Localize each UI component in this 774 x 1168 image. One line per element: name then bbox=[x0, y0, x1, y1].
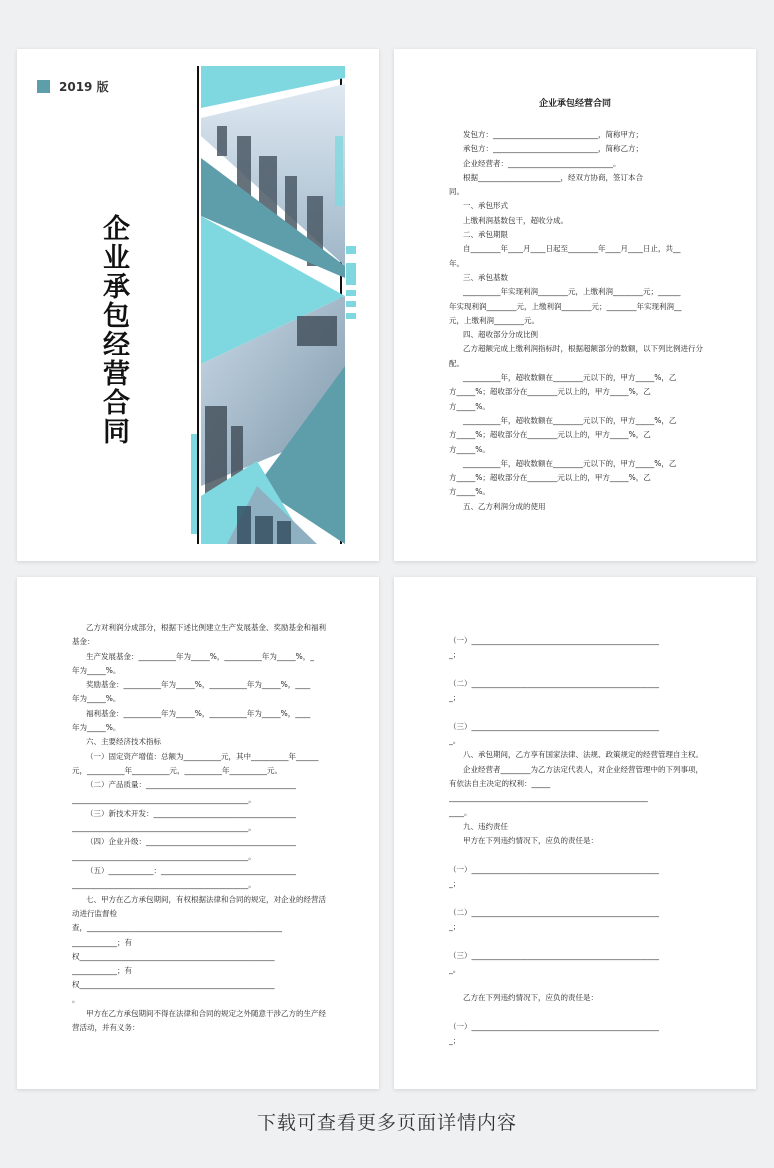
contract-line bbox=[449, 977, 704, 991]
contract-line: 权____________________________________________________ bbox=[72, 980, 275, 990]
contract-line: 根据______________________，经双方协商，签订本合 bbox=[463, 172, 643, 182]
contract-line: 方_____%；超收部分在________元以上的，甲方_____%，乙 bbox=[449, 387, 651, 397]
contract-line: _； bbox=[449, 693, 461, 703]
contract-line: 乙方对利润分成部分，根据下述比例建立生产发展基金、奖励基金和福利 bbox=[86, 623, 326, 632]
contract-line: _； bbox=[449, 650, 461, 660]
contract-line: 方_____%。 bbox=[449, 444, 490, 454]
contract-line bbox=[449, 848, 704, 862]
contract-line: _______________________________________________。 bbox=[72, 823, 256, 833]
download-caption: 下载可查看更多页面详情内容 bbox=[256, 1112, 517, 1134]
cover-geometric-art bbox=[197, 66, 347, 544]
contract-line: ____________；有 bbox=[72, 966, 132, 976]
cover-frame bbox=[29, 66, 367, 544]
contract-line: 查，____________________________________________________ bbox=[72, 923, 282, 933]
contract-line bbox=[449, 891, 704, 905]
contract-line: 元，__________年__________元，__________年__________元。 bbox=[72, 765, 282, 775]
contract-line: 六、主要经济技术指标 bbox=[86, 737, 161, 747]
contract-line: ____。 bbox=[449, 807, 472, 817]
contract-line: 甲方在下列违约情况下，应负的责任是： bbox=[463, 836, 598, 846]
contract-line: 八、承包期间，乙方享有国家法律、法规、政策规定的经营管理自主权。 bbox=[463, 750, 703, 760]
accent-block bbox=[346, 301, 356, 307]
contract-line: （一）__________________________________________________ bbox=[449, 1022, 659, 1032]
contract-line: _。 bbox=[449, 736, 461, 746]
contract-line: 三、承包基数 bbox=[463, 272, 508, 282]
contract-line: 有依法自主决定的权利：_____ bbox=[449, 778, 551, 788]
contract-line: 年。 bbox=[449, 258, 464, 268]
contract-line: 年为_____%。 bbox=[72, 723, 121, 733]
contract-line: 方_____%；超收部分在________元以上的，甲方_____%，乙 bbox=[449, 430, 651, 440]
contract-line: （一）固定资产增值：总额为__________元，其中__________年______ bbox=[86, 751, 319, 761]
contract-line: __________年，超收数额在________元以下的，甲方_____%，乙 bbox=[463, 415, 677, 425]
contract-line: 一、承包形式 bbox=[463, 201, 508, 211]
contract-line: （三）__________________________________________________ bbox=[449, 950, 659, 960]
contract-line: __________年实现利润________元，上缴利润________元；______ bbox=[463, 287, 681, 297]
contract-page-2 bbox=[17, 577, 379, 1089]
accent-block bbox=[346, 313, 356, 319]
contract-line: _______________________________________________。 bbox=[72, 794, 256, 804]
contract-line: （三）__________________________________________________ bbox=[449, 721, 659, 731]
contract-line: （二）__________________________________________________ bbox=[449, 678, 659, 688]
contract-line: _； bbox=[449, 879, 461, 889]
contract-line: _______________________________________________。 bbox=[72, 851, 256, 861]
contract-line: 年为_____%。 bbox=[72, 665, 121, 675]
cover-title: 企业承包经营合同 bbox=[98, 214, 129, 446]
contract-line: 方_____%。 bbox=[449, 401, 490, 411]
contract-line: 五、乙方利润分成的使用 bbox=[463, 501, 546, 511]
contract-line: 二、承包期限 bbox=[463, 230, 508, 240]
contract-line: _______________________________________________。 bbox=[72, 880, 256, 890]
contract-line: （一）__________________________________________________ bbox=[449, 864, 659, 874]
contract-line: 发包方：____________________________，简称甲方； bbox=[463, 130, 643, 139]
contract-line: _； bbox=[449, 921, 461, 931]
contract-line: 方_____%；超收部分在________元以上的，甲方_____%，乙 bbox=[449, 473, 651, 483]
contract-page-3 bbox=[394, 577, 756, 1089]
contract-line: 。 bbox=[72, 994, 80, 1004]
contract-line: 自________年____月____日起至________年____月____日止，共__ bbox=[463, 244, 681, 254]
contract-line bbox=[449, 705, 704, 719]
contract-line: _____________________________________________________ bbox=[449, 793, 648, 803]
contract-line: 生产发展基金：__________年为_____%，__________年为_____%，_ bbox=[86, 651, 315, 661]
contract-line: 年为_____%。 bbox=[72, 694, 121, 704]
contract-line: （三）新技术开发：______________________________________ bbox=[86, 808, 296, 818]
contract-line: __________年，超收数额在________元以下的，甲方_____%，乙 bbox=[463, 458, 677, 468]
contract-line bbox=[449, 1006, 704, 1020]
contract-line: 乙方超额完成上缴利润指标时，根据超额部分的数额，以下列比例进行分 bbox=[463, 344, 703, 354]
contract-line: （四）企业升级：________________________________________ bbox=[86, 837, 296, 847]
contract-line: 甲方在乙方承包期间不得在法律和合同的规定之外随意干涉乙方的生产经 bbox=[86, 1009, 326, 1019]
contract-line: 年实现利润________元，上缴利润________元；________年实现利润__ bbox=[449, 301, 682, 311]
accent-block bbox=[346, 246, 356, 254]
cover-artwork bbox=[197, 66, 347, 544]
contract-line: 上缴利润基数包干，超收分成。 bbox=[463, 215, 568, 225]
contract-line: （二）产品质量：________________________________________ bbox=[86, 780, 296, 790]
contract-title: 企业承包经营合同 bbox=[538, 99, 611, 109]
contract-line: 七、甲方在乙方承包期间，有权根据法律和合同的规定，对企业的经营活 bbox=[86, 894, 326, 904]
contract-body bbox=[449, 634, 704, 1049]
contract-line: 九、违约责任 bbox=[463, 821, 508, 831]
contract-line: 福利基金：__________年为_____%，__________年为_____%，____ bbox=[86, 708, 311, 718]
contract-line bbox=[449, 663, 704, 677]
contract-line: _。 bbox=[449, 964, 461, 974]
contract-line: ____________；有 bbox=[72, 937, 132, 947]
contract-line: 奖励基金：__________年为_____%，__________年为_____%，____ bbox=[86, 680, 311, 690]
contract-line: 同。 bbox=[449, 187, 464, 197]
contract-line: 动进行监督检 bbox=[72, 908, 117, 918]
contract-line: 权____________________________________________________ bbox=[72, 951, 275, 961]
contract-line: 乙方在下列违约情况下，应负的责任是： bbox=[463, 993, 598, 1003]
contract-line: 配。 bbox=[449, 358, 464, 368]
accent-block bbox=[346, 263, 356, 285]
contract-line: 基金： bbox=[72, 637, 95, 647]
contract-page-1 bbox=[394, 49, 756, 561]
contract-line: 四、超收部分分成比例 bbox=[463, 330, 538, 340]
contract-line: （五）____________：____________________________________ bbox=[86, 866, 296, 876]
contract-line: 承包方：____________________________，简称乙方； bbox=[463, 144, 643, 154]
contract-body bbox=[72, 621, 327, 1036]
accent-block bbox=[346, 290, 356, 296]
contract-line: （二）__________________________________________________ bbox=[449, 907, 659, 917]
accent-block bbox=[191, 434, 197, 534]
contract-line: _； bbox=[449, 1036, 461, 1046]
contract-line: 企业经营者：____________________________。 bbox=[463, 158, 621, 168]
contract-body bbox=[449, 128, 704, 514]
contract-line bbox=[449, 934, 704, 948]
contract-line: （一）__________________________________________________ bbox=[449, 636, 659, 645]
edition-marker bbox=[37, 80, 50, 93]
cover-page bbox=[17, 49, 379, 561]
contract-line: 营活动，并有义务： bbox=[72, 1023, 140, 1033]
contract-line: 方_____%。 bbox=[449, 487, 490, 497]
contract-line: 企业经营者________为乙方法定代表人，对企业经营管理中的下列事项， bbox=[463, 764, 703, 774]
contract-line: 元，上缴利润________元。 bbox=[449, 315, 539, 325]
contract-line: __________年，超收数额在________元以下的，甲方_____%，乙 bbox=[463, 373, 677, 383]
edition-label: 2019 版 bbox=[59, 80, 109, 94]
